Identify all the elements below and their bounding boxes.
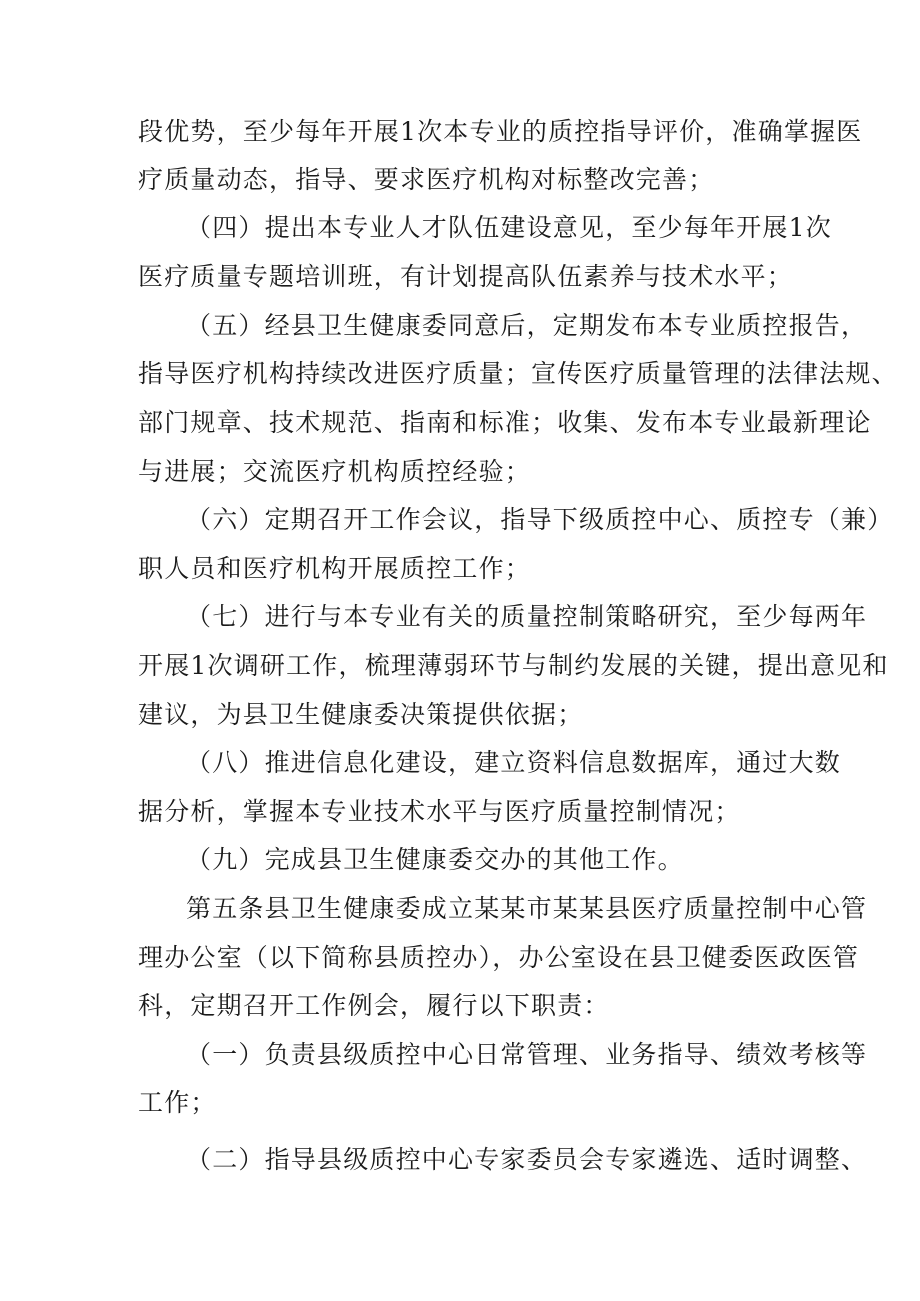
article-5-heading-line: 第五条县卫生健康委成立某某市某某县医疗质量控制中心管 [186, 894, 868, 923]
text-line: 疗质量动态，指导、要求医疗机构对标整改完善； [138, 165, 715, 194]
text-line: 开展1次调研工作，梳理薄弱环节与制约发展的关键，提出意见和 [138, 651, 889, 680]
text-line: 与进展；交流医疗机构质控经验； [138, 457, 532, 486]
paragraph-item-7: （七）进行与本专业有关的质量控制策略研究，至少每两年 [186, 602, 868, 631]
paragraph-item-1: （一）负责县级质控中心日常管理、业务指导、绩效考核等 [186, 1040, 868, 1069]
paragraph-item-4: （四）提出本专业人才队伍建设意见，至少每年开展1次 [186, 213, 832, 242]
paragraph-item-9: （九）完成县卫生健康委交办的其他工作。 [186, 845, 684, 874]
text-line: 部门规章、技术规范、指南和标准；收集、发布本专业最新理论 [138, 408, 872, 437]
text-line: 科，定期召开工作例会，履行以下职责： [138, 991, 610, 1020]
paragraph-item-6: （六）定期召开工作会议，指导下级质控中心、质控专（兼） [186, 505, 894, 534]
text-line: 医疗质量专题培训班，有计划提高队伍素养与技术水平； [138, 262, 794, 291]
text-line: 工作； [138, 1088, 217, 1117]
paragraph-item-8: （八）推进信息化建设，建立资料信息数据库，通过大数 [186, 748, 842, 777]
paragraph-item-2: （二）指导县级质控中心专家委员会专家遴选、适时调整、 [186, 1145, 868, 1174]
text-line: 指导医疗机构持续改进医疗质量；宣传医疗质量管理的法律法规、 [138, 359, 898, 388]
text-line: 理办公室（以下简称县质控办），办公室设在县卫健委医政医管 [138, 943, 860, 972]
paragraph-item-5: （五）经县卫生健康委同意后，定期发布本专业质控报告， [186, 311, 868, 340]
text-line: 职人员和医疗机构开展质控工作； [138, 554, 532, 583]
text-line: 建议，为县卫生健康委决策提供依据； [138, 700, 584, 729]
text-line: 段优势，至少每年开展1次本专业的质控指导评价，准确掌握医 [138, 117, 863, 146]
text-line: 据分析，掌握本专业技术水平与医疗质量控制情况； [138, 797, 741, 826]
